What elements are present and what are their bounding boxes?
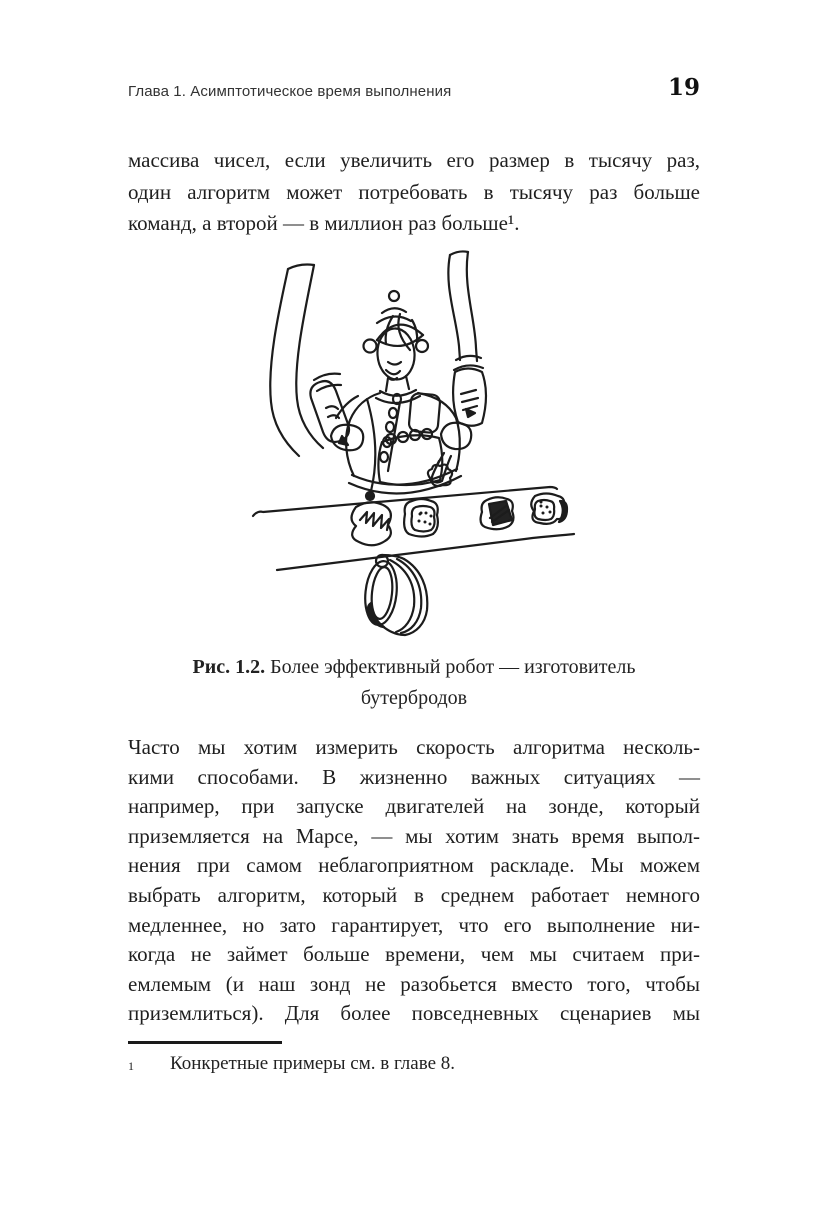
body-line: емлемым (и наш зонд не разобьется вместо того, чтобы (128, 971, 700, 996)
page-number: 19 (667, 74, 700, 101)
nose-line (388, 362, 401, 365)
figure-caption (128, 652, 700, 714)
right-supply-tube (448, 251, 477, 361)
body-line: нения при самом неблагоприятном раскладе. Мы можем (128, 853, 700, 878)
running-head: Глава 1. Асимптотическое время выполнения (128, 83, 452, 100)
slice-curl (559, 501, 567, 522)
body-line: например, при запуске двигателей на зонде, который (128, 794, 700, 819)
footnote-marker: 1 (128, 1059, 134, 1073)
bread-slice-1 (352, 502, 391, 545)
body-line: Часто мы хотим измерить скорость алгоритма несколь- (128, 735, 700, 759)
sauce-drip (366, 492, 374, 500)
figure-caption-line2: бутербродов (360, 687, 468, 709)
robot-head (364, 314, 429, 391)
paragraph-1 (128, 145, 700, 240)
belt-roller (362, 555, 427, 635)
figure-caption-line1: Рис. 1.2. Более эффективный робот — изготовитель (192, 656, 636, 678)
body-line: приземлиться). Для более повседневных сценариев мы (128, 1001, 700, 1026)
bread-slice-4 (531, 494, 567, 524)
body-line: команд, а второй — в миллион раз больше¹. (128, 211, 520, 235)
figure-caption-label: Рис. 1.2. (192, 656, 266, 678)
body-line: кими способами. В жизненно важных ситуациях — (128, 764, 700, 789)
footnote (128, 1051, 700, 1079)
robot-antenna (377, 291, 411, 323)
right-fist (441, 423, 471, 449)
smile (386, 370, 400, 374)
left-bottle (310, 381, 349, 442)
footnote-rule (128, 1041, 282, 1044)
left-ear (364, 340, 377, 353)
body-line: когда не займет больше времени, чем мы считаем при- (128, 942, 700, 967)
paragraph-2 (128, 733, 700, 1029)
right-ear (416, 340, 428, 352)
sauce-strap (367, 399, 375, 491)
bread-slice-3 (481, 497, 514, 529)
body-line: приземляется на Марсе, — мы хотим знать время выпол- (128, 823, 700, 848)
robot-sandwich-maker-illustration (230, 250, 620, 645)
body-line: массива чисел, если увеличить его размер в тысячу раз, (128, 148, 700, 172)
left-supply-tube (270, 265, 323, 457)
belt-front-edge (277, 534, 574, 570)
body-line: один алгоритм может потребовать в тысячу раз больше (128, 179, 700, 204)
body-line: медленнее, но зато гарантирует, что его выполнение ни- (128, 912, 700, 937)
right-bottle-label (461, 390, 478, 410)
body-line: выбрать алгоритм, который в среднем работает немного (128, 882, 700, 907)
footnote-text: Конкретные примеры см. в главе 8. (170, 1053, 455, 1074)
bread-slice-2 (404, 499, 438, 537)
